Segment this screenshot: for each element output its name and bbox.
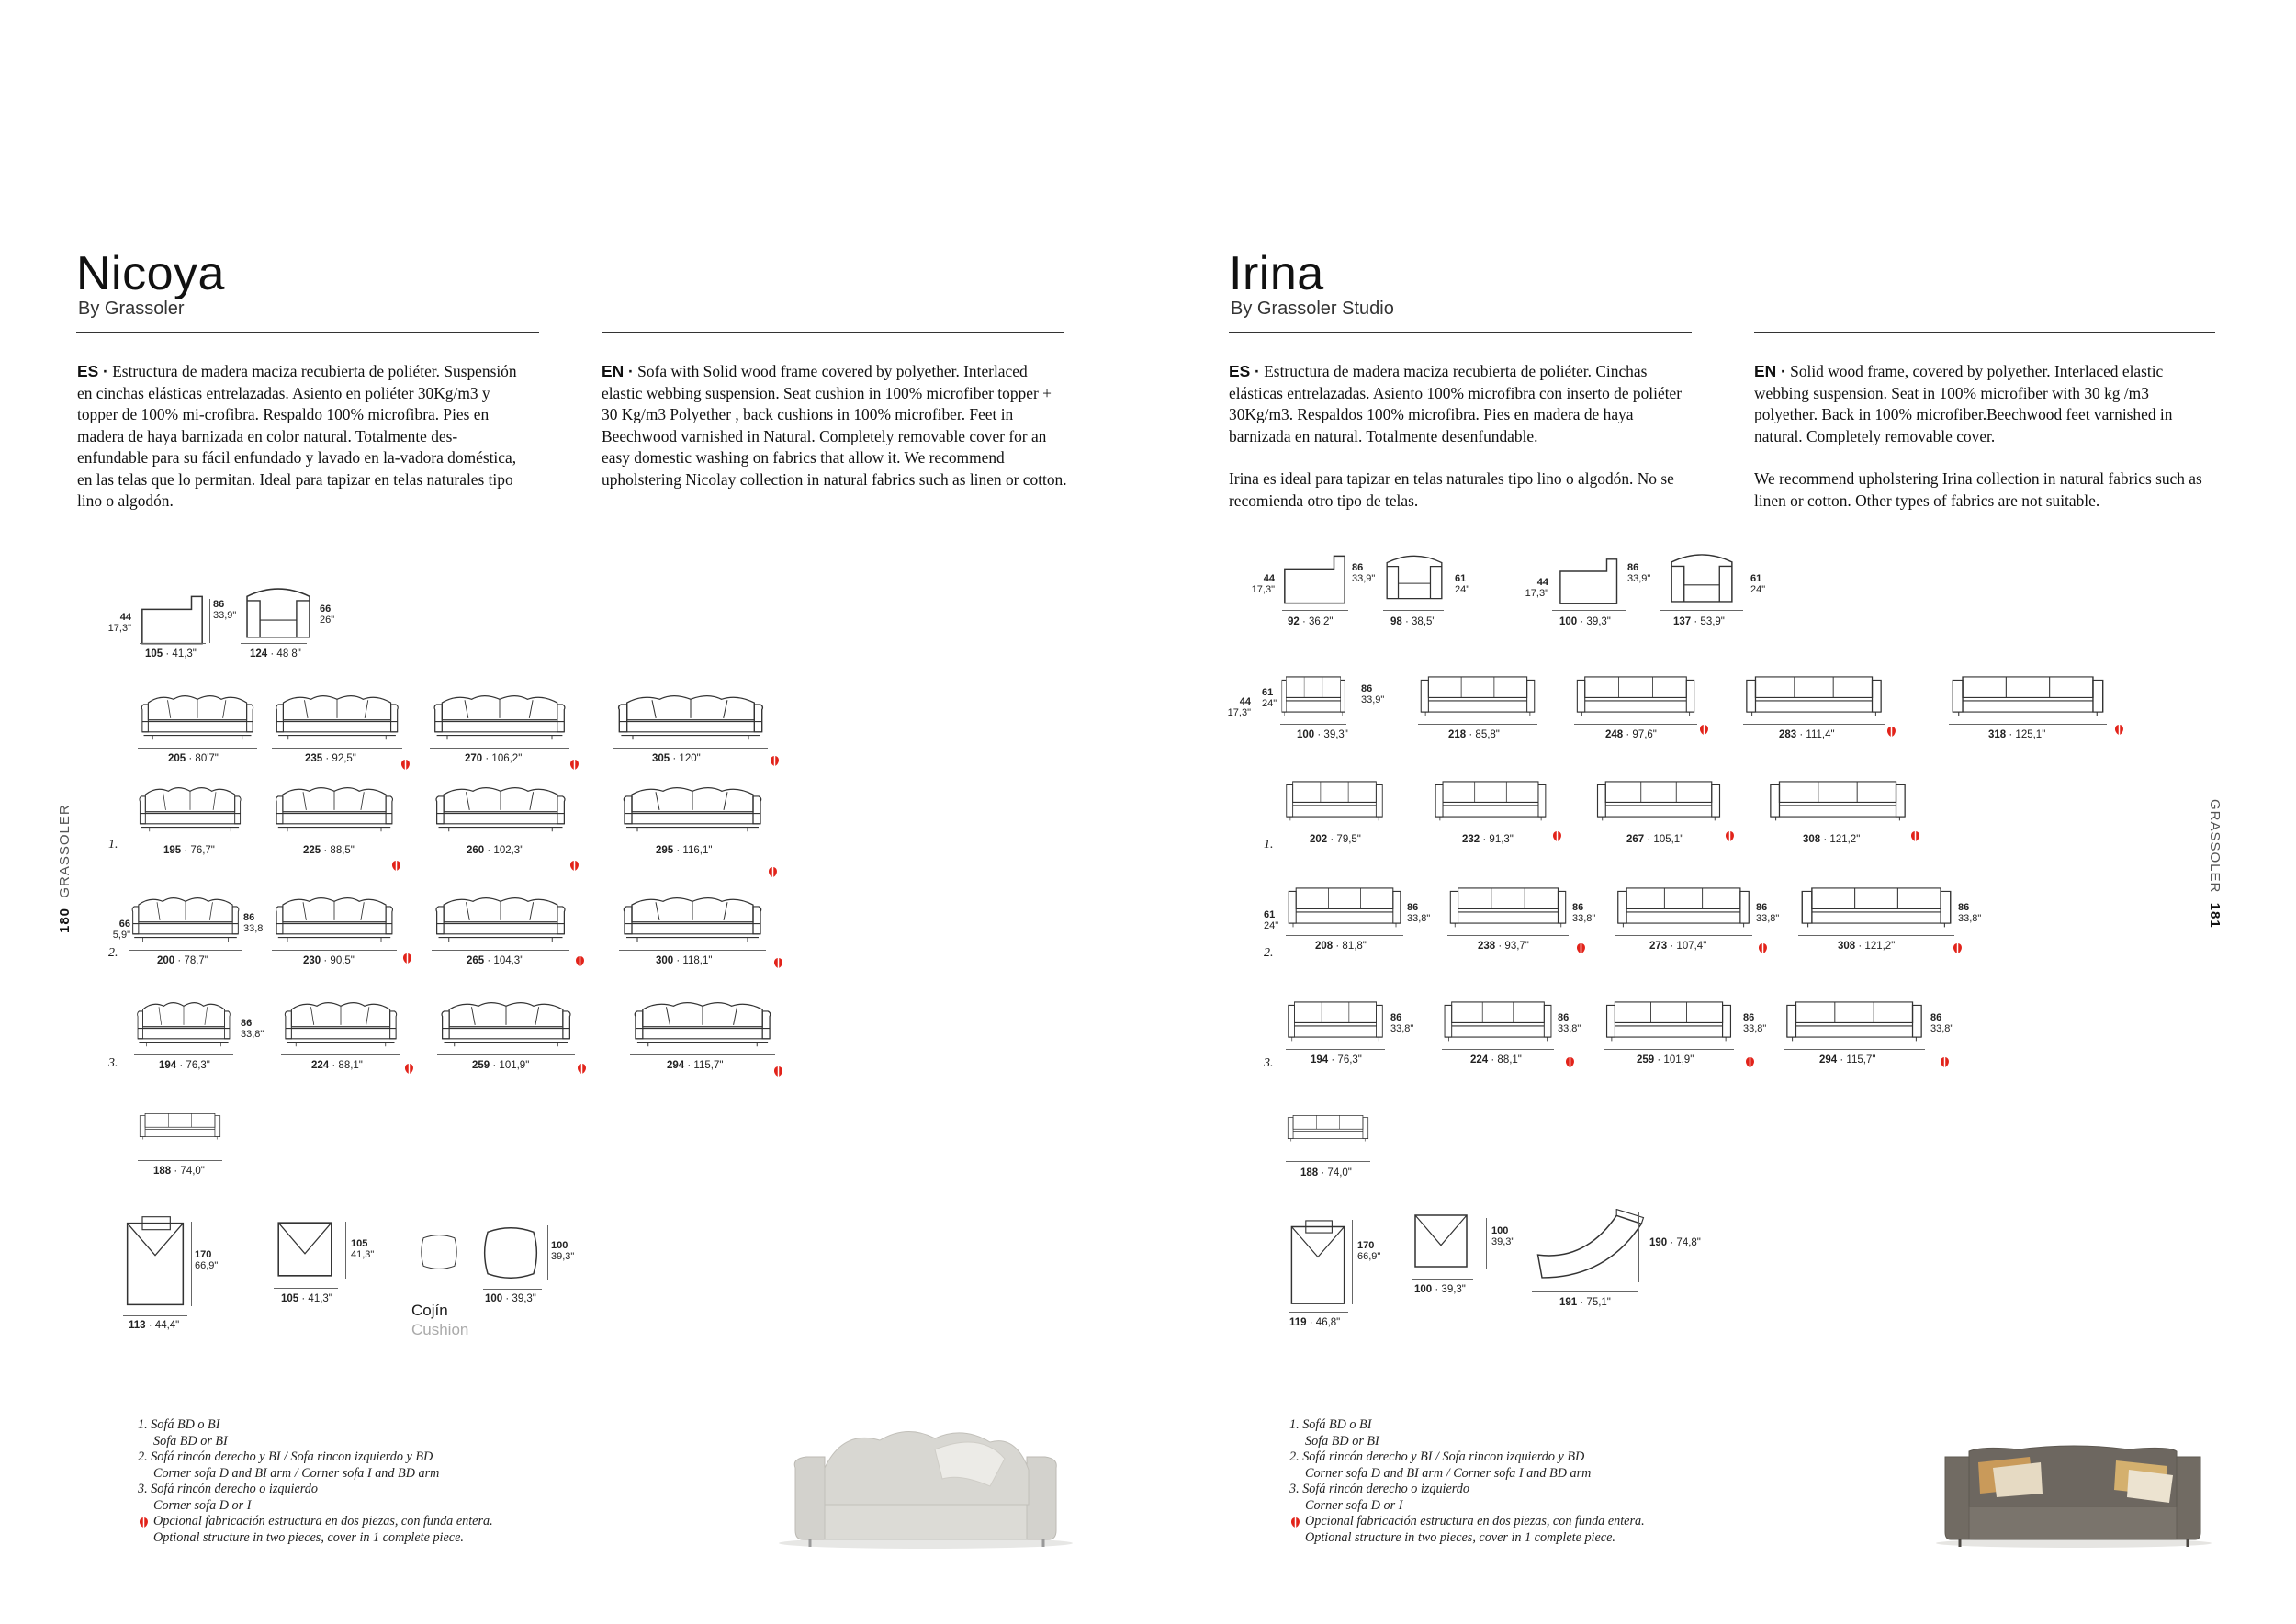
divider: [602, 332, 1064, 333]
two-piece-icon: [1745, 1056, 1755, 1068]
two-piece-icon: [391, 860, 401, 872]
dimension-label: 100 · 39,3": [1559, 616, 1611, 627]
sofa-drawing: [1798, 882, 1954, 930]
row-label: 2.: [1264, 946, 1274, 960]
dimension-label: 190 · 74,8": [1649, 1237, 1701, 1248]
two-piece-icon: [569, 860, 580, 872]
pouf-drawing: [1409, 1209, 1473, 1273]
en-label: EN ·: [1754, 362, 1786, 380]
two-piece-icon: [1758, 942, 1768, 954]
two-piece-icon: [1552, 830, 1562, 842]
width-line: [1280, 724, 1346, 725]
sofa-drawing: [1286, 882, 1403, 930]
dimension-label: 44 17,3": [1227, 696, 1251, 718]
sofa-drawing: [1767, 775, 1908, 823]
dimension-label: 86 33,9": [1627, 562, 1651, 584]
dimension-label: 308 · 121,2": [1838, 941, 1896, 952]
dimension-label: 100 · 39,3": [1414, 1284, 1466, 1295]
sofa-drawing: [1381, 546, 1447, 610]
dimension-label: 61 24": [1455, 573, 1470, 595]
dimension-label: 188 · 74,0": [1300, 1167, 1352, 1179]
pouf-drawing: [272, 1216, 338, 1282]
width-line: [1418, 724, 1537, 725]
dimension-label: 105 41,3": [351, 1238, 375, 1260]
dimension-label: 267 · 105,1": [1626, 834, 1684, 845]
dimension-label: 235 · 92,5": [305, 753, 356, 764]
two-piece-icon: [1576, 942, 1586, 954]
dimension-label: 86 33,8": [1390, 1012, 1414, 1034]
dimension-label: 232 · 91,3": [1462, 834, 1514, 845]
side-label-left: [57, 804, 73, 933]
two-piece-icon: [404, 1063, 414, 1075]
sofa-drawing: [1949, 671, 2107, 718]
two-piece-icon: [575, 955, 585, 967]
dimension-label: 98 · 38,5": [1390, 616, 1436, 627]
sofa-drawing: [134, 998, 233, 1049]
dimension-label: 137 · 53,9": [1673, 616, 1725, 627]
dimension-label: 86 33,8": [241, 1018, 264, 1040]
width-line: [1574, 724, 1697, 725]
sofa-drawing: [619, 893, 766, 944]
two-piece-icon: [1886, 726, 1896, 738]
dimension-label: 86 33,8": [1743, 1012, 1767, 1034]
dimension-label: 100 39,3": [551, 1240, 575, 1262]
sofa-drawing: [1418, 671, 1537, 718]
dimension-label: 238 · 93,7": [1478, 941, 1529, 952]
two-piece-icon: [768, 866, 778, 878]
description-en-right: EN · Solid wood frame, covered by polyether. Interlaced elastic webbing suspension. Seat in 100% microfiber with 30 kg /m3 polyether. Back in 100% microfiber.Beechwood feet varnished in natural. Completely removable cover. We recommend upholstering Irina collection in natural fabrics such as linen or cotton. Other types of fabrics are not suitable.: [1754, 362, 2202, 510]
page-number: 181: [2207, 902, 2223, 929]
width-line: [272, 748, 402, 749]
width-line: [1784, 1049, 1925, 1050]
dimension-label: 191 · 75,1": [1559, 1297, 1611, 1308]
es-label: ES ·: [1229, 362, 1260, 380]
byline-left: By Grassoler: [78, 299, 185, 319]
width-line: [129, 950, 242, 951]
dimension-label: 200 · 78,7": [157, 955, 208, 966]
sofa-drawing: [1604, 996, 1734, 1043]
cushion-label: Cojín Cushion: [411, 1302, 469, 1338]
dimension-label: 86 33,9": [213, 599, 237, 621]
dimension-label: 265 · 104,3": [467, 955, 524, 966]
page-number: 180: [57, 907, 73, 933]
sofa-drawing: [272, 691, 402, 742]
sofa-drawing: [1286, 996, 1385, 1043]
product-photo: [770, 1422, 1082, 1551]
two-piece-icon: [1940, 1056, 1950, 1068]
dimension-label: 305 · 120": [652, 753, 701, 764]
dimension-label: 295 · 116,1": [656, 845, 713, 856]
byline-right: By Grassoler Studio: [1231, 299, 1394, 319]
dimension-label: 105 · 41,3": [145, 648, 197, 660]
sofa-drawing: [432, 893, 569, 944]
two-piece-icon: [139, 1517, 149, 1528]
en-label: EN ·: [602, 362, 634, 380]
dimension-label: 248 · 97,6": [1605, 729, 1657, 740]
dimension-label: 86 33,9": [1352, 562, 1376, 584]
dimension-label: 61 24": [1750, 573, 1766, 595]
dimension-label: 61 24": [1262, 687, 1277, 709]
dimension-label: 260 · 102,3": [467, 845, 524, 856]
sofa-drawing: [1447, 882, 1569, 930]
brand-label: GRASSOLER: [2207, 799, 2223, 894]
dimension-label: 44 17,3": [1251, 573, 1275, 595]
two-piece-icon: [1699, 724, 1709, 736]
width-line: [138, 748, 257, 749]
two-piece-icon: [569, 759, 580, 771]
dimension-label: 105 · 41,3": [281, 1293, 332, 1304]
dimension-label: 224 · 88,1": [311, 1060, 363, 1071]
sofa-drawing: [1574, 671, 1697, 718]
dimension-label: 195 · 76,7": [163, 845, 215, 856]
dimension-label: 224 · 88,1": [1470, 1054, 1522, 1066]
dimension-label: 205 · 80'7": [168, 753, 219, 764]
dimension-label: 194 · 76,3": [1311, 1054, 1362, 1066]
dimension-label: 86 33,8": [1930, 1012, 1954, 1034]
width-line: [430, 748, 569, 749]
brand-label: GRASSOLER: [57, 804, 73, 898]
dimension-label: 61 24": [1264, 909, 1279, 931]
dimension-label: 294 · 115,7": [1819, 1054, 1876, 1066]
two-piece-icon: [773, 957, 783, 969]
dimension-label: 86 33,8": [1756, 902, 1780, 924]
sofa-drawing: [432, 783, 569, 834]
width-line: [281, 1054, 400, 1055]
page-title-right: Irina: [1229, 247, 1324, 300]
sofa-drawing: [1594, 775, 1723, 823]
description-es-left: [77, 361, 527, 513]
footnotes-left: 1. Sofá BD o BI Sofa BD or BI 2. Sofá rincón derecho y BI / Sofa rincon izquierdo y BD Corner sofa D and BI arm / Corner sofa I and BD arm 3. Sofá rincón derecho o izquierdo Corner sofa D or I Opcional fabricación estructura en dos piezas, con funda entera. Optional structure in two pieces, cover in 1 complete piece.: [138, 1417, 493, 1545]
dimension-label: 92 · 36,2": [1288, 616, 1334, 627]
en-text: Sofa with Solid wood frame covered by polyether. Interlaced elastic webbing suspension. Seat cushion in 100% microfiber topper + 30 Kg/m3 Polyether , back cushions in 100% microfiber. Feet in Beechwood varnished in Natural. Completely removable cover for an easy domestic washing on fabrics that allow it. We recommend upholstering Nicolay collection in natural fabrics such as linen or cotton.: [602, 362, 1067, 489]
sofa-drawing: [1280, 547, 1356, 612]
two-piece-icon: [1953, 942, 1963, 954]
sofa-drawing: [272, 893, 397, 944]
side-label-right: [2207, 799, 2223, 929]
dimension-label: 259 · 101,9": [1637, 1054, 1694, 1066]
dimension-label: 218 · 85,8": [1448, 729, 1500, 740]
dimension-label: 100 · 39,3": [1297, 729, 1348, 740]
dimension-label: 86 33,9": [1361, 683, 1385, 705]
dimension-label: 86 33,8: [243, 912, 264, 934]
two-piece-icon: [2114, 724, 2124, 736]
sofa-drawing: [613, 691, 768, 742]
sofa-drawing: [1433, 775, 1548, 823]
dimension-label: 308 · 121,2": [1803, 834, 1861, 845]
bed-drawing: [123, 1212, 187, 1309]
bed-drawing: [1288, 1216, 1348, 1308]
dimension-label: 283 · 111,4": [1779, 729, 1835, 740]
two-piece-icon: [577, 1063, 587, 1075]
sofa-drawing: [1284, 775, 1385, 823]
divider: [1754, 332, 2215, 333]
dimension-label: 113 · 44,4": [129, 1320, 180, 1331]
width-line: [1286, 935, 1403, 936]
dimension-label: 202 · 79,5": [1310, 834, 1361, 845]
cushion-drawing: [479, 1222, 542, 1284]
width-line: [1604, 1049, 1734, 1050]
two-piece-icon: [770, 755, 780, 767]
sofa-drawing: [630, 998, 775, 1049]
sofa-drawing: [430, 691, 569, 742]
sofa-drawing: [138, 691, 257, 742]
dimension-label: 100 · 39,3": [485, 1293, 536, 1304]
curved-sofa-drawing: [1534, 1209, 1648, 1282]
dimension-label: 294 · 115,7": [667, 1060, 724, 1071]
two-piece-icon: [402, 953, 412, 964]
width-line: [1286, 1049, 1385, 1050]
footnotes-right: 1. Sofá BD o BI Sofa BD or BI 2. Sofá rincón derecho y BI / Sofa rincon izquierdo y BD Corner sofa D and BI arm / Corner sofa I and BD arm 3. Sofá rincón derecho o izquierdo Corner sofa D or I Opcional fabricación estructura en dos piezas, con funda entera. Optional structure in two pieces, cover in 1 complete piece.: [1289, 1417, 1645, 1545]
width-line: [613, 748, 768, 749]
row-label: 1.: [108, 838, 118, 851]
width-line: [619, 950, 766, 951]
sofa-drawing: [129, 893, 242, 944]
sofa-drawing: [1615, 882, 1752, 930]
two-piece-icon: [400, 759, 411, 771]
two-piece-icon: [1290, 1517, 1300, 1528]
sofa-drawing: [1784, 996, 1925, 1043]
sofa-drawing: [437, 998, 575, 1049]
dimension-label: 86 33,8": [1558, 1012, 1581, 1034]
dimension-label: 188 · 74,0": [153, 1166, 205, 1177]
width-line: [1798, 935, 1954, 936]
dimension-label: 66 26": [320, 603, 335, 626]
two-piece-icon: [1725, 830, 1735, 842]
dimension-label: 230 · 90,5": [303, 955, 355, 966]
width-line: [1447, 935, 1569, 936]
width-line: [1743, 724, 1885, 725]
row-label: 3.: [1264, 1056, 1274, 1070]
sofa-drawing: [272, 783, 397, 834]
es-label: ES ·: [77, 362, 108, 380]
sofa-drawing: [619, 783, 766, 834]
two-piece-icon: [1565, 1056, 1575, 1068]
cushion-drawing: [411, 1231, 467, 1273]
row-label: 1.: [1264, 838, 1274, 851]
dimension-label: 225 · 88,5": [303, 845, 355, 856]
dimension-label: 124 · 48 8": [250, 648, 301, 660]
sofa-drawing: [138, 1100, 222, 1150]
dimension-label: 44 17,3": [1525, 577, 1548, 599]
dimension-label: 170 66,9": [1357, 1240, 1381, 1262]
width-line: [1949, 724, 2107, 725]
product-photo: [1927, 1429, 2221, 1549]
width-line: [432, 950, 569, 951]
es-text: Estructura de madera maciza recubierta de poliéter. Suspensión en cinchas elásticas entrelazadas. Asiento en poliéter 30Kg/m3 y topper de 100% mi-crofibra. Respaldo 100% microfibra. Pies en madera de haya barnizada en color natural. Totalmente des-enfundable para su fácil enfundado y lavado en la-vadora doméstica, en las telas que lo permitan. Ideal para tapizar en telas naturales tipo lino o algodón.: [77, 362, 517, 510]
width-line: [1615, 935, 1752, 936]
width-line: [630, 1054, 775, 1055]
divider: [1229, 332, 1692, 333]
dimension-label: 100 39,3": [1491, 1225, 1515, 1247]
dimension-label: 86 33,8": [1572, 902, 1596, 924]
width-line: [272, 950, 397, 951]
row-label: 2.: [108, 946, 118, 960]
dimension-label: 318 · 125,1": [1988, 729, 2046, 740]
sofa-drawing: [1743, 671, 1885, 718]
sofa-drawing: [136, 783, 244, 834]
sofa-drawing: [1657, 547, 1747, 610]
sofa-drawing: [1286, 1102, 1370, 1152]
width-line: [1442, 1049, 1554, 1050]
divider: [76, 332, 539, 333]
two-piece-icon: [773, 1066, 783, 1077]
sofa-drawing: [1550, 551, 1633, 612]
dimension-label: 208 · 81,8": [1315, 941, 1367, 952]
dimension-label: 86 33,8": [1958, 902, 1982, 924]
dimension-label: 86 33,8": [1407, 902, 1431, 924]
dimension-label: 270 · 106,2": [465, 753, 523, 764]
sofa-drawing: [1280, 671, 1346, 718]
sofa-drawing: [241, 581, 316, 647]
dimension-label: 66 5,9": [112, 919, 130, 941]
dimension-label: 119 · 46,8": [1289, 1317, 1341, 1328]
row-label: 3.: [108, 1056, 118, 1070]
description-es-right: ES · Estructura de madera maciza recubierta de poliéter. Cinchas elásticas entrelazadas. Asiento 100% microfibra con inserto de poliéter 30Kg/m3. Respaldos 100% microfibra. Pies en madera de haya barnizada en natural. Totalmente desenfundable. Irina es ideal para tapizar en telas naturales tipo lino o algodón. No se recomienda otro tipo de telas.: [1229, 362, 1683, 510]
two-piece-icon: [1910, 830, 1920, 842]
dimension-label: 273 · 107,4": [1649, 941, 1707, 952]
width-line: [437, 1054, 575, 1055]
dimension-label: 170 66,9": [195, 1249, 219, 1271]
dimension-label: 44 17,3": [107, 612, 131, 634]
width-line: [134, 1054, 233, 1055]
page-title-left: Nicoya: [76, 247, 225, 300]
description-en-left: [602, 361, 1070, 491]
sofa-drawing: [1442, 996, 1554, 1043]
sofa-drawing: [281, 998, 400, 1049]
dimension-label: 194 · 76,3": [159, 1060, 210, 1071]
dimension-label: 300 · 118,1": [656, 955, 713, 966]
dimension-label: 259 · 101,9": [472, 1060, 530, 1071]
